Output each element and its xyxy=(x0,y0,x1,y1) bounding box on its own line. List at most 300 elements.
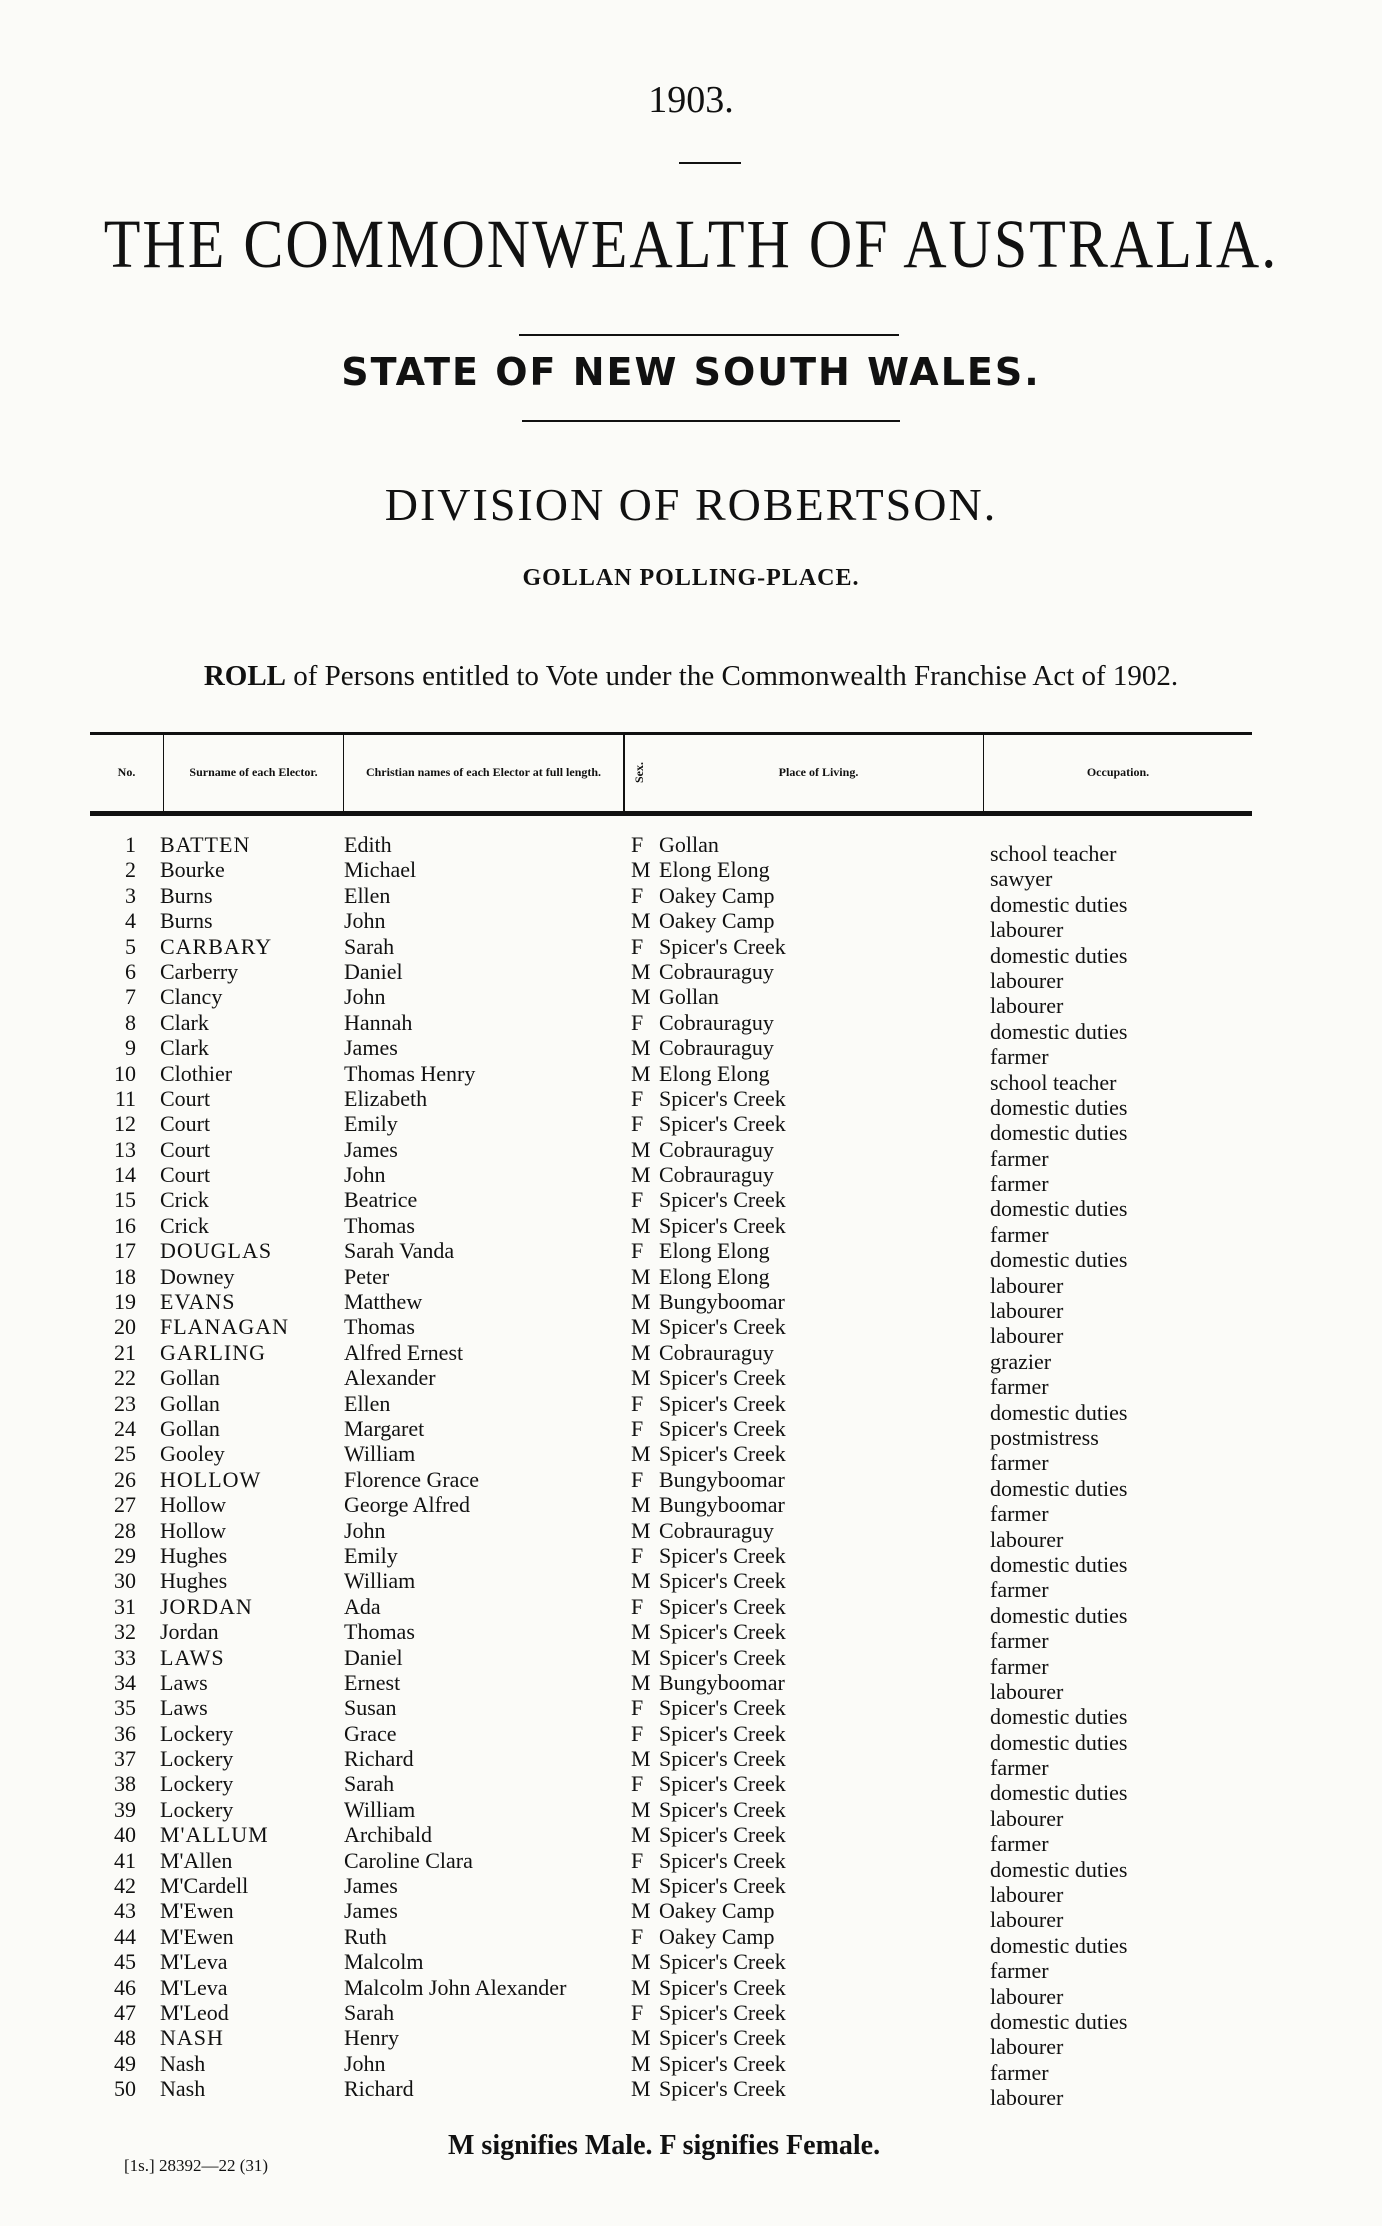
place-of-living: Spicer's Creek xyxy=(659,1568,786,1594)
sex: M xyxy=(631,1822,651,1848)
christian-names: John xyxy=(344,2050,386,2076)
sex: M xyxy=(631,1263,651,1289)
sex: F xyxy=(631,1593,644,1619)
table-row xyxy=(0,1720,1382,1755)
surname: Lockery xyxy=(160,1771,234,1797)
row-number: 34 xyxy=(114,1669,136,1695)
surname: M'Ewen xyxy=(160,1898,234,1924)
row-number: 41 xyxy=(114,1847,136,1873)
place-of-living: Spicer's Creek xyxy=(659,1796,786,1822)
column-header-christian-names: Christian names of each Elector at full length. xyxy=(344,735,624,811)
place-of-living: Spicer's Creek xyxy=(659,2050,786,2076)
christian-names: John xyxy=(344,908,386,934)
christian-names: Beatrice xyxy=(344,1187,418,1213)
row-number: 38 xyxy=(114,1771,136,1797)
table-row xyxy=(0,2025,1382,2060)
sex: M xyxy=(631,1136,651,1162)
table-row xyxy=(0,832,1382,866)
occupation: farmer xyxy=(990,1171,1049,1197)
christian-names: Richard xyxy=(344,2076,414,2102)
surname: NASH xyxy=(160,2025,224,2051)
table-row xyxy=(0,1796,1382,1831)
table-row xyxy=(0,1949,1382,1984)
occupation: domestic duties xyxy=(990,891,1128,917)
sex: F xyxy=(631,1009,644,1035)
occupation: postmistress xyxy=(990,1424,1099,1450)
occupation: farmer xyxy=(990,1450,1049,1476)
occupation: domestic duties xyxy=(990,1780,1128,1806)
table-row xyxy=(0,933,1382,968)
surname: Crick xyxy=(160,1212,209,1238)
place-of-living: Spicer's Creek xyxy=(659,1187,786,1213)
christian-names: Thomas xyxy=(344,1212,415,1238)
occupation: labourer xyxy=(990,1805,1064,1831)
christian-names: Florence Grace xyxy=(344,1466,479,1492)
occupation: farmer xyxy=(990,1577,1049,1603)
occupation: domestic duties xyxy=(990,2008,1128,2034)
table-row xyxy=(0,1289,1382,1324)
occupation: labourer xyxy=(990,993,1064,1019)
place-of-living: Elong Elong xyxy=(659,1263,770,1289)
christian-names: John xyxy=(344,1517,386,1543)
surname: Hughes xyxy=(160,1542,228,1568)
sex: F xyxy=(631,1695,644,1721)
surname: Court xyxy=(160,1085,211,1111)
christian-names: Margaret xyxy=(344,1415,425,1441)
christian-names: Malcolm John Alexander xyxy=(344,1974,567,2000)
christian-names: Malcolm xyxy=(344,1949,424,1975)
sex: F xyxy=(631,1999,644,2025)
christian-names: Caroline Clara xyxy=(344,1847,473,1873)
row-number: 13 xyxy=(114,1136,136,1162)
occupation: domestic duties xyxy=(990,1729,1128,1755)
row-number: 46 xyxy=(114,1974,136,2000)
surname: M'ALLUM xyxy=(160,1822,269,1848)
place-of-living: Elong Elong xyxy=(659,857,770,883)
row-number: 33 xyxy=(114,1644,136,1670)
occupation: labourer xyxy=(990,2034,1064,2060)
christian-names: Ernest xyxy=(344,1669,401,1695)
place-of-living: Elong Elong xyxy=(659,1238,770,1264)
table-row xyxy=(0,1873,1382,1908)
roll-description xyxy=(0,660,1382,693)
surname: Clancy xyxy=(160,984,223,1010)
place-of-living: Spicer's Creek xyxy=(659,1695,786,1721)
table-row xyxy=(0,1085,1382,1120)
occupation: domestic duties xyxy=(990,1856,1128,1882)
place-of-living: Spicer's Creek xyxy=(659,1111,786,1137)
surname: Bourke xyxy=(160,857,225,883)
occupation: domestic duties xyxy=(990,1247,1128,1273)
table-row xyxy=(0,984,1382,1019)
surname: M'Leva xyxy=(160,1949,228,1975)
surname: M'Leva xyxy=(160,1974,228,2000)
place-of-living: Spicer's Creek xyxy=(659,1949,786,1975)
surname: M'Ewen xyxy=(160,1923,234,1949)
occupation: farmer xyxy=(990,1501,1049,1527)
surname: Downey xyxy=(160,1263,235,1289)
christian-names: Henry xyxy=(344,2025,399,2051)
sex: F xyxy=(631,1466,644,1492)
row-number: 40 xyxy=(114,1822,136,1848)
place-of-living: Spicer's Creek xyxy=(659,1415,786,1441)
surname: Court xyxy=(160,1162,211,1188)
christian-names: Ellen xyxy=(344,1390,391,1416)
sex: M xyxy=(631,1060,651,1086)
row-number: 19 xyxy=(114,1289,136,1315)
christian-names: Richard xyxy=(344,1746,414,1772)
row-number: 50 xyxy=(114,2076,136,2102)
christian-names: Matthew xyxy=(344,1289,423,1315)
surname: Carberry xyxy=(160,958,239,984)
sex: M xyxy=(631,1949,651,1975)
row-number: 7 xyxy=(125,984,136,1010)
occupation: farmer xyxy=(990,2059,1049,2085)
place-of-living: Cobrauraguy xyxy=(659,1136,774,1162)
printer-reference: [1s.] 28392—22 (31) xyxy=(124,2156,269,2175)
surname: EVANS xyxy=(160,1289,236,1315)
occupation: farmer xyxy=(990,1044,1049,1070)
occupation: domestic duties xyxy=(990,1932,1128,1958)
column-header-place: Place of Living. xyxy=(654,735,984,811)
year: 1903. xyxy=(648,79,734,121)
christian-names: James xyxy=(344,1898,398,1924)
table-row xyxy=(0,882,1382,917)
sex: F xyxy=(631,1238,644,1264)
surname: BATTEN xyxy=(160,832,251,857)
occupation: farmer xyxy=(990,1831,1049,1857)
place-of-living: Spicer's Creek xyxy=(659,1085,786,1111)
place-of-living: Spicer's Creek xyxy=(659,1314,786,1340)
row-number: 6 xyxy=(125,958,136,984)
sex: M xyxy=(631,958,651,984)
place-of-living: Gollan xyxy=(659,832,719,857)
sex-key: M signifies Male. F signifies Female. xyxy=(448,2130,881,2161)
row-number: 28 xyxy=(114,1517,136,1543)
row-number: 24 xyxy=(114,1415,136,1441)
table-row xyxy=(0,1644,1382,1679)
row-number: 8 xyxy=(125,1009,136,1035)
table-row xyxy=(0,1035,1382,1070)
surname: FLANAGAN xyxy=(160,1314,289,1340)
sex: F xyxy=(631,1923,644,1949)
sex: F xyxy=(631,1771,644,1797)
row-number: 43 xyxy=(114,1898,136,1924)
christian-names: James xyxy=(344,1873,398,1899)
place-of-living: Bungyboomar xyxy=(659,1466,785,1492)
christian-names: William xyxy=(344,1441,416,1467)
place-of-living: Bungyboomar xyxy=(659,1669,785,1695)
occupation: farmer xyxy=(990,1755,1049,1781)
sex: M xyxy=(631,1619,651,1645)
table-row xyxy=(0,1619,1382,1654)
christian-names: Ellen xyxy=(344,882,391,908)
occupation: labourer xyxy=(990,1298,1064,1324)
sex: F xyxy=(631,1415,644,1441)
table-row xyxy=(0,1263,1382,1298)
occupation: labourer xyxy=(990,1678,1064,1704)
table-row xyxy=(0,2076,1382,2111)
place-of-living: Spicer's Creek xyxy=(659,1847,786,1873)
surname: Lockery xyxy=(160,1720,234,1746)
table-header xyxy=(90,732,1252,814)
sex: F xyxy=(631,1542,644,1568)
christian-names: John xyxy=(344,1162,386,1188)
row-number: 49 xyxy=(114,2050,136,2076)
table-row xyxy=(0,908,1382,943)
row-number: 3 xyxy=(125,882,136,908)
surname: Gooley xyxy=(160,1441,225,1467)
christian-names: George Alfred xyxy=(344,1492,471,1518)
column-header-surname: Surname of each Elector. xyxy=(164,735,344,811)
table-row xyxy=(0,1593,1382,1628)
row-number: 12 xyxy=(114,1111,136,1137)
table-row xyxy=(0,1441,1382,1476)
row-number: 44 xyxy=(114,1923,136,1949)
sex: M xyxy=(631,1873,651,1899)
surname: M'Allen xyxy=(160,1847,233,1873)
surname: M'Cardell xyxy=(160,1873,249,1899)
occupation: domestic duties xyxy=(990,1475,1128,1501)
table-row xyxy=(0,1466,1382,1501)
surname: CARBARY xyxy=(160,933,273,959)
row-number: 17 xyxy=(114,1238,136,1264)
occupation: labourer xyxy=(990,1526,1064,1552)
occupation: labourer xyxy=(990,1907,1064,1933)
row-number: 2 xyxy=(125,857,136,883)
table-row xyxy=(0,1568,1382,1603)
row-number: 23 xyxy=(114,1390,136,1416)
surname: Clothier xyxy=(160,1060,233,1086)
row-number: 21 xyxy=(114,1339,136,1365)
occupation: grazier xyxy=(990,1348,1052,1374)
christian-names: Daniel xyxy=(344,958,403,984)
occupation: domestic duties xyxy=(990,1602,1128,1628)
sex: M xyxy=(631,1339,651,1365)
occupation: school teacher xyxy=(990,1069,1117,1095)
place-of-living: Spicer's Creek xyxy=(659,1212,786,1238)
surname: Gollan xyxy=(160,1390,220,1416)
occupation: school teacher xyxy=(990,841,1117,866)
place-of-living: Spicer's Creek xyxy=(659,1441,786,1467)
occupation: farmer xyxy=(990,1221,1049,1247)
row-number: 48 xyxy=(114,2025,136,2051)
row-number: 26 xyxy=(114,1466,136,1492)
header-bottom-rule xyxy=(90,814,1252,816)
surname: Gollan xyxy=(160,1415,220,1441)
christian-names: Sarah xyxy=(344,933,395,959)
sex: M xyxy=(631,984,651,1010)
table-row xyxy=(0,1822,1382,1857)
christian-names: Grace xyxy=(344,1720,397,1746)
occupation: domestic duties xyxy=(990,1704,1128,1730)
row-number: 1 xyxy=(125,832,136,857)
occupation: labourer xyxy=(990,1323,1064,1349)
occupation: labourer xyxy=(990,1882,1064,1908)
table-row xyxy=(0,1060,1382,1095)
christian-names: Peter xyxy=(344,1263,390,1289)
sex: M xyxy=(631,1314,651,1340)
place-of-living: Cobrauraguy xyxy=(659,958,774,984)
christian-names: James xyxy=(344,1136,398,1162)
place-of-living: Cobrauraguy xyxy=(659,1162,774,1188)
sex: M xyxy=(631,908,651,934)
place-of-living: Oakey Camp xyxy=(659,882,775,908)
place-of-living: Spicer's Creek xyxy=(659,1746,786,1772)
sex: F xyxy=(631,1187,644,1213)
sex: M xyxy=(631,1568,651,1594)
surname: Nash xyxy=(160,2076,206,2102)
christian-names: William xyxy=(344,1796,416,1822)
sex: M xyxy=(631,1746,651,1772)
place-of-living: Cobrauraguy xyxy=(659,1339,774,1365)
christian-names: Thomas Henry xyxy=(344,1060,476,1086)
row-number: 30 xyxy=(114,1568,136,1594)
row-number: 35 xyxy=(114,1695,136,1721)
place-of-living: Cobrauraguy xyxy=(659,1009,774,1035)
table-row xyxy=(0,1187,1382,1222)
sex: M xyxy=(631,1212,651,1238)
roll-description-text: of Persons entitled to Vote under the Commonwealth Franchise Act of 1902. xyxy=(286,660,1179,692)
row-number: 29 xyxy=(114,1542,136,1568)
state-rule xyxy=(522,420,900,422)
elector-list xyxy=(0,832,1382,2111)
sex: F xyxy=(631,832,644,857)
surname: M'Leod xyxy=(160,1999,229,2025)
title-rule xyxy=(519,334,899,336)
table-row xyxy=(0,1339,1382,1374)
sex: M xyxy=(631,1644,651,1670)
surname: Hollow xyxy=(160,1517,226,1543)
row-number: 36 xyxy=(114,1720,136,1746)
column-header-sex: Sex. xyxy=(624,735,654,811)
christian-names: Elizabeth xyxy=(344,1085,428,1111)
table-row xyxy=(0,1365,1382,1400)
christian-names: Ruth xyxy=(344,1923,387,1949)
sex: F xyxy=(631,933,644,959)
surname: GARLING xyxy=(160,1339,266,1365)
table-row xyxy=(0,1415,1382,1450)
occupation: domestic duties xyxy=(990,1018,1128,1044)
place-of-living: Spicer's Creek xyxy=(659,1593,786,1619)
surname: Laws xyxy=(160,1669,208,1695)
occupation: labourer xyxy=(990,917,1064,943)
surname: Jordan xyxy=(160,1619,219,1645)
year-rule xyxy=(679,162,741,164)
place-of-living: Spicer's Creek xyxy=(659,933,786,959)
christian-names: Hannah xyxy=(344,1009,413,1035)
christian-names: Sarah xyxy=(344,1771,395,1797)
sex: F xyxy=(631,1111,644,1137)
occupation: farmer xyxy=(990,1374,1049,1400)
christian-names: Sarah Vanda xyxy=(344,1238,455,1264)
surname: Nash xyxy=(160,2050,206,2076)
sex: M xyxy=(631,1492,651,1518)
place-of-living: Cobrauraguy xyxy=(659,1517,774,1543)
surname: HOLLOW xyxy=(160,1466,262,1492)
sex: F xyxy=(631,882,644,908)
sex: M xyxy=(631,1289,651,1315)
christian-names: Alfred Ernest xyxy=(344,1339,464,1365)
place-of-living: Cobrauraguy xyxy=(659,1035,774,1061)
division-heading: DIVISION OF ROBERTSON. xyxy=(384,479,998,530)
table-row xyxy=(0,958,1382,993)
christian-names: John xyxy=(344,984,386,1010)
polling-place-heading: GOLLAN POLLING-PLACE. xyxy=(522,565,860,591)
place-of-living: Elong Elong xyxy=(659,1060,770,1086)
table-row xyxy=(0,1669,1382,1704)
place-of-living: Bungyboomar xyxy=(659,1289,785,1315)
sex: M xyxy=(631,2076,651,2102)
christian-names: Archibald xyxy=(344,1822,432,1848)
surname: DOUGLAS xyxy=(160,1238,273,1264)
row-number: 22 xyxy=(114,1365,136,1391)
place-of-living: Spicer's Creek xyxy=(659,1873,786,1899)
christian-names: Daniel xyxy=(344,1644,403,1670)
place-of-living: Spicer's Creek xyxy=(659,1974,786,2000)
surname: Court xyxy=(160,1111,211,1137)
row-number: 45 xyxy=(114,1949,136,1975)
row-number: 20 xyxy=(114,1314,136,1340)
occupation: labourer xyxy=(990,967,1064,993)
surname: Court xyxy=(160,1136,211,1162)
table-row xyxy=(0,1771,1382,1806)
sex: M xyxy=(631,1898,651,1924)
place-of-living: Spicer's Creek xyxy=(659,1822,786,1848)
place-of-living: Oakey Camp xyxy=(659,908,775,934)
sex: M xyxy=(631,1441,651,1467)
table-row xyxy=(0,1517,1382,1552)
column-header-no: No. xyxy=(90,735,164,811)
surname: Burns xyxy=(160,908,213,934)
occupation: sawyer xyxy=(990,866,1053,892)
table-row xyxy=(0,1847,1382,1882)
table-row xyxy=(0,1898,1382,1933)
occupation: farmer xyxy=(990,1653,1049,1679)
place-of-living: Spicer's Creek xyxy=(659,1644,786,1670)
place-of-living: Spicer's Creek xyxy=(659,2025,786,2051)
row-number: 5 xyxy=(125,933,136,959)
surname: Lockery xyxy=(160,1746,234,1772)
table-row xyxy=(0,1136,1382,1171)
surname: Clark xyxy=(160,1035,209,1061)
sex: M xyxy=(631,1035,651,1061)
row-number: 32 xyxy=(114,1619,136,1645)
place-of-living: Spicer's Creek xyxy=(659,1365,786,1391)
table-row xyxy=(0,1974,1382,2009)
table-row xyxy=(0,857,1382,892)
sex: F xyxy=(631,1085,644,1111)
sex: M xyxy=(631,2050,651,2076)
row-number: 16 xyxy=(114,1212,136,1238)
row-number: 10 xyxy=(114,1060,136,1086)
sex: F xyxy=(631,1720,644,1746)
place-of-living: Gollan xyxy=(659,984,719,1010)
occupation: labourer xyxy=(990,1272,1064,1298)
surname: Gollan xyxy=(160,1365,220,1391)
sex: M xyxy=(631,1365,651,1391)
row-number: 15 xyxy=(114,1187,136,1213)
place-of-living: Oakey Camp xyxy=(659,1923,775,1949)
christian-names: Susan xyxy=(344,1695,397,1721)
table-row xyxy=(0,1111,1382,1146)
occupation: domestic duties xyxy=(990,1094,1128,1120)
surname: Lockery xyxy=(160,1796,234,1822)
surname: Hollow xyxy=(160,1492,226,1518)
occupation: labourer xyxy=(990,1983,1064,2009)
column-header-occupation: Occupation. xyxy=(1086,765,1150,780)
surname: Crick xyxy=(160,1187,209,1213)
